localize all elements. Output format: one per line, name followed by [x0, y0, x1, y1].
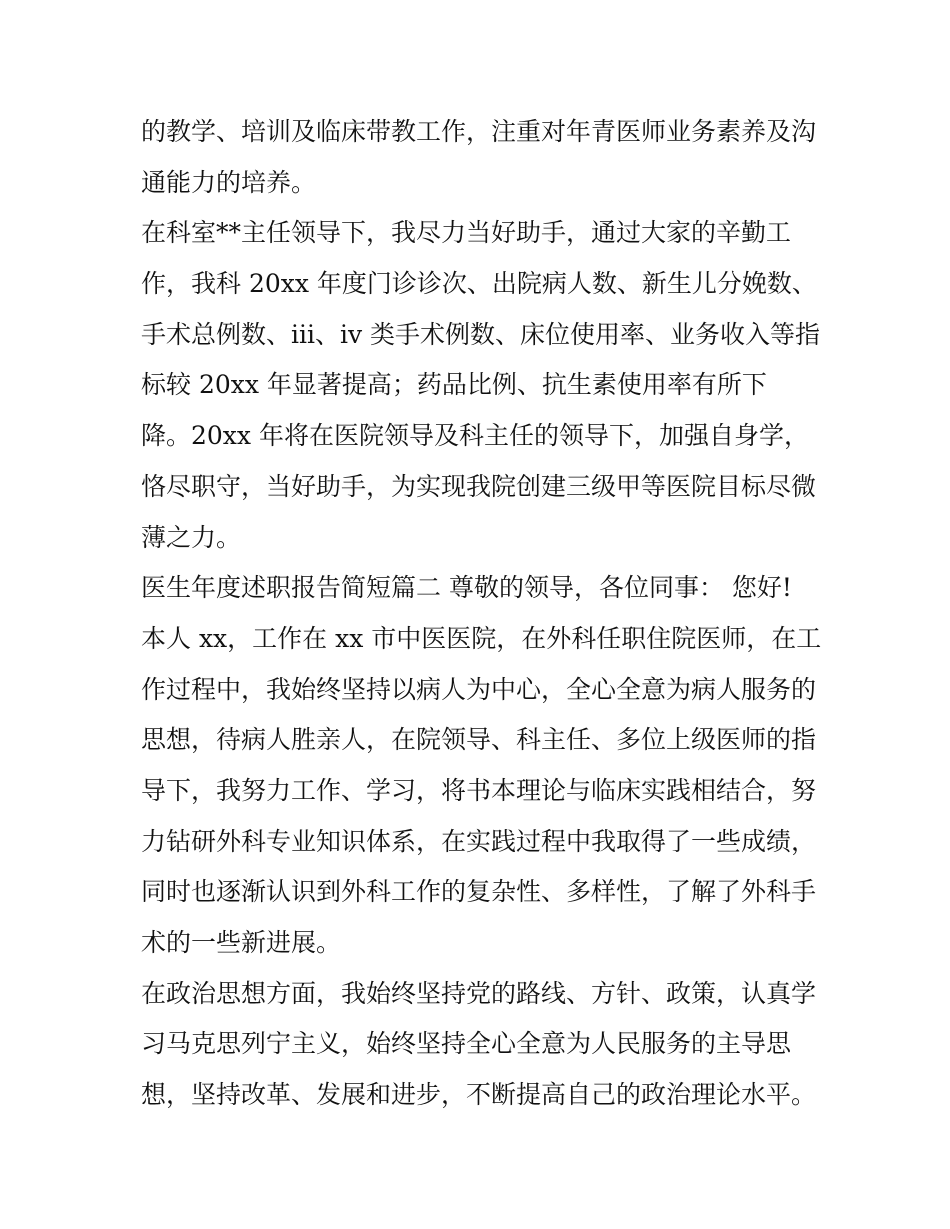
text-line: 作，我科 20xx 年度门诊诊次、出院病人数、新生儿分娩数、: [141, 269, 817, 299]
text-line: 降。20xx 年将在医院领导及科主任的领导下，加强自身学，: [141, 421, 809, 451]
text-line: 术的一些新进展。: [141, 928, 342, 957]
text-line: 的教学、培训及临床带教工作，注重对年青医师业务素养及沟: [141, 117, 817, 146]
text-line: 思想，待病人胜亲人，在院领导、科主任、多位上级医师的指: [141, 725, 817, 755]
text-line: 恪尽职守，当好助手，为实现我院创建三级甲等医院目标尽微: [141, 471, 817, 501]
text-line: 薄之力。: [141, 522, 242, 552]
text-line: 通能力的培养。: [141, 167, 317, 197]
text-line: 手术总例数、iii、iv 类手术例数、床位使用率、业务收入等指: [141, 319, 821, 349]
text-line: 本人 xx，工作在 xx 市中医医院，在外科任职住院医师，在工: [141, 623, 822, 653]
text-line: 力钻研外科专业知识体系，在实践过程中我取得了一些成绩，: [141, 826, 817, 856]
text-line: 想，坚持改革、发展和进步，不断提高自己的政治理论水平。: [141, 1080, 817, 1110]
text-line: 标较 20xx 年显著提高；药品比例、抗生素使用率有所下: [141, 370, 767, 400]
text-line: 习马克思列宁主义，始终坚持全心全意为人民服务的主导思: [141, 1029, 792, 1059]
text-line: 作过程中，我始终坚持以病人为中心，全心全意为病人服务的: [141, 674, 817, 704]
text-line: 在政治思想方面，我始终坚持党的路线、方针、政策，认真学: [141, 978, 817, 1008]
body-text: [141, 107, 821, 1121]
text-line: 在科室**主任领导下，我尽力当好助手，通过大家的辛勤工: [141, 218, 792, 248]
text-line: 导下，我努力工作、学习，将书本理论与临床实践相结合，努: [141, 775, 817, 805]
section-heading-line: 医生年度述职报告简短篇二 尊敬的领导，各位同事： 您好!: [141, 573, 792, 603]
text-line: 同时也逐渐认识到外科工作的复杂性、多样性，了解了外科手: [141, 877, 817, 907]
